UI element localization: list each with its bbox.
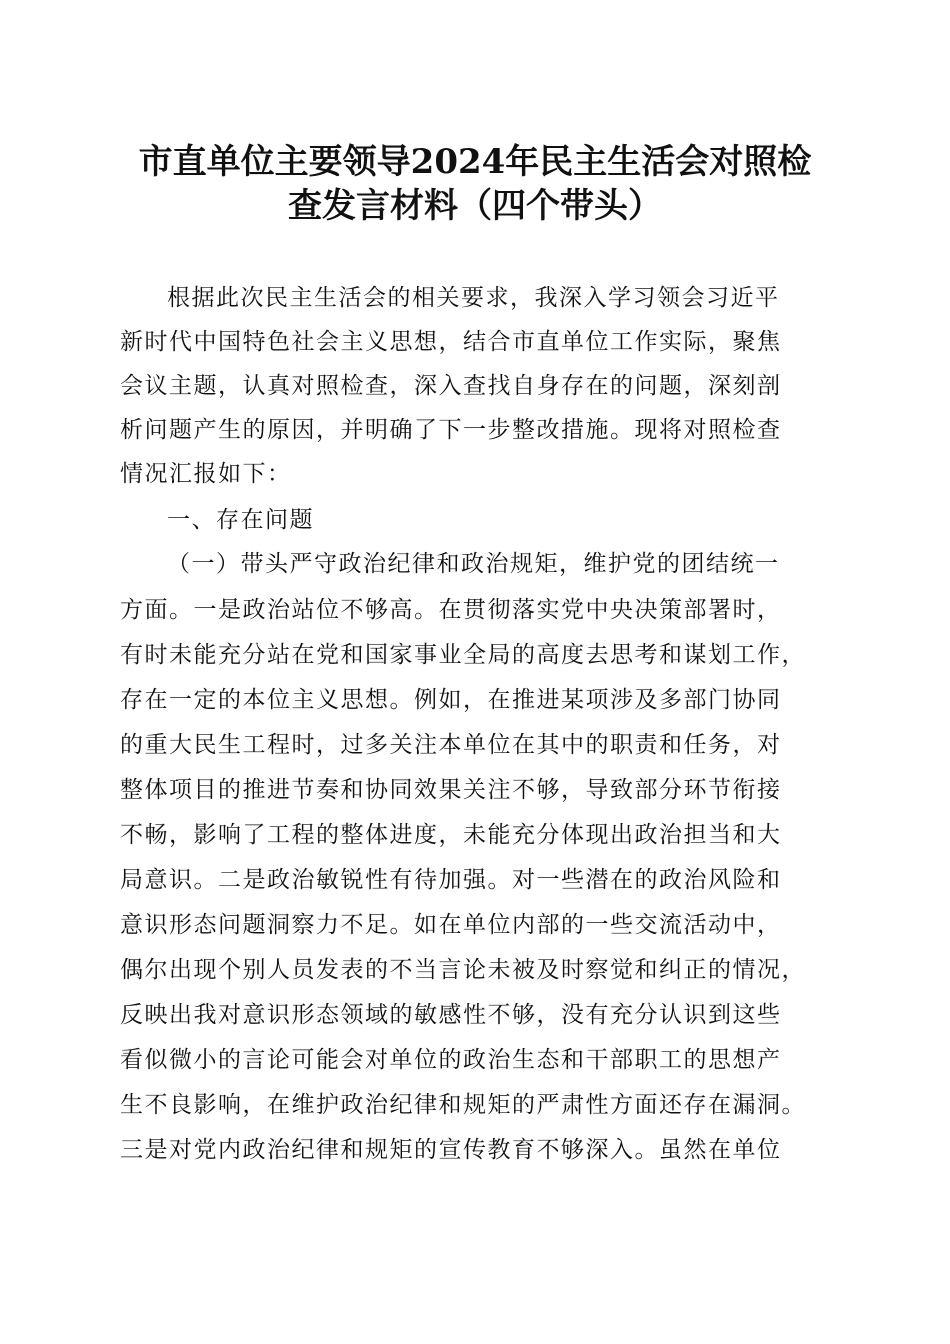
intro-line: 会议主题，认真对照检查，深入查找自身存在的问题，深刻剖 [120, 373, 782, 399]
body-line: 的重大民生工程时，过多关注本单位在其中的职责和任务，对 [120, 732, 782, 758]
body-line: 有时未能充分站在党和国家事业全局的高度去思考和谋划工作， [120, 642, 806, 668]
body-line: 局意识。二是政治敏锐性有待加强。对一些潜在的政治风险和 [120, 867, 782, 893]
body-line: 生不良影响，在维护政治纪律和规矩的严肃性方面还存在漏洞。 [120, 1092, 806, 1118]
subsection-heading-line-continued [120, 594, 830, 626]
intro-line: 情况汇报如下： [120, 461, 292, 487]
body-line: 存在一定的本位主义思想。例如，在推进某项涉及多部门协同 [120, 687, 782, 713]
intro-line: 新时代中国特色社会主义思想，结合市直单位工作实际，聚焦 [120, 329, 782, 355]
body-line: 反映出我对意识形态领域的敏感性不够，没有充分认识到这些 [120, 1002, 782, 1028]
body-line: 整体项目的推进节奏和协同效果关注不够，导致部分环节衔接 [120, 777, 782, 803]
body-line: 意识形态问题洞察力不足。如在单位内部的一些交流活动中， [120, 912, 782, 938]
document-title-line-1: 市直单位主要领导2024年民主生活会对照检 [138, 142, 812, 182]
body-line: 偶尔出现个别人员发表的不当言论未被及时察觉和纠正的情况， [120, 957, 806, 983]
intro-line: 根据此次民主生活会的相关要求，我深入学习领会习近平 [167, 285, 780, 311]
intro-line: 析问题产生的原因，并明确了下一步整改措施。现将对照检查 [120, 417, 782, 443]
body-line: 不畅，影响了工程的整体进度，未能充分体现出政治担当和大 [120, 822, 782, 848]
paragraph-text-run: 一是政治站位不够高。在贯彻落实党中央决策部署时， [193, 597, 782, 623]
body-line: 三是对党内政治纪律和规矩的宣传教育不够深入。虽然在单位 [120, 1137, 782, 1163]
document-title-line-2: 查发言材料（四个带头） [288, 186, 662, 226]
subsection-heading-end: 方面。 [120, 597, 194, 623]
subsection-heading-line: （一）带头严守政治纪律和政治规矩，维护党的团结统一 [167, 551, 780, 577]
body-line: 看似微小的言论可能会对单位的政治生态和干部职工的思想产 [120, 1047, 782, 1073]
section-heading-problems: 一、存在问题 [167, 507, 314, 533]
